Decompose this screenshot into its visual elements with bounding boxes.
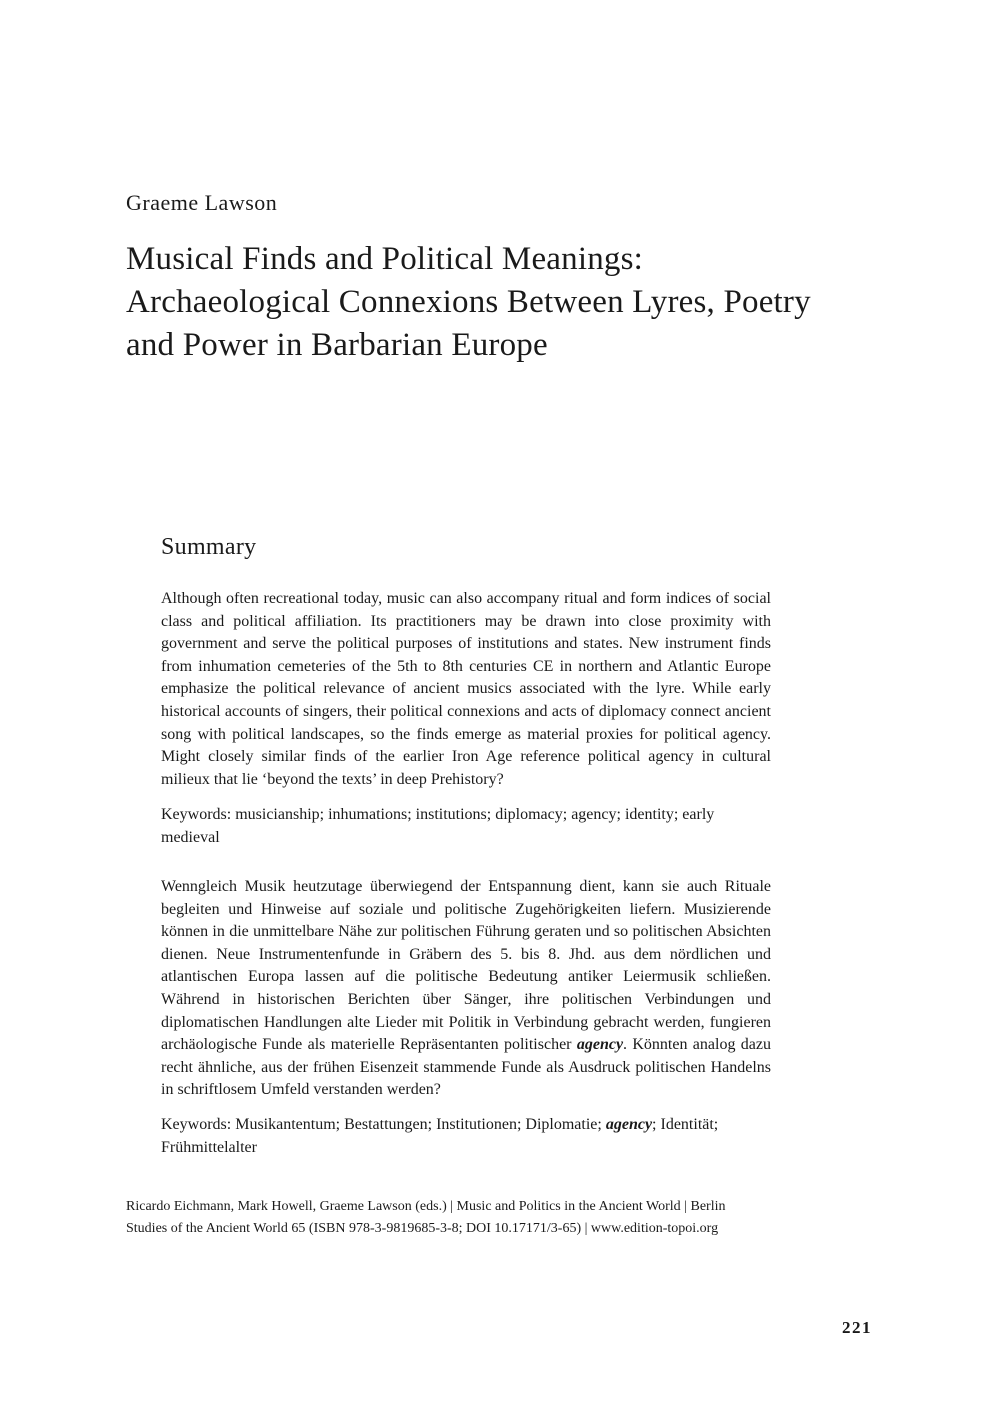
keywords-german-agency: agency — [605, 1116, 653, 1133]
author-name: Graeme Lawson — [126, 190, 278, 215]
keywords-german-text-2: ; Identität; Frühmittelalter — [161, 1116, 719, 1156]
abstract-english: Although often recreational today, music can also accompany ritual and form indices of social class and political affiliation. Its practitioners may be drawn into close proximity with government and serve the political purposes of institutions and states. New instrument finds from inhumation cemeteries of the 5th to 8th centuries CE in northern and Atlantic Europe emphasize the political relevance of ancient musics associated with the lyre. While early historical accounts of singers, their political connexions and acts of diplomacy connect ancient song with political landscapes, so the finds emerge as material proxies for political agency. Might closely similar finds of the earlier Iron Age reference political agency in cultural milieux that lie ‘beyond the texts’ in deep Prehistory? — [161, 590, 771, 788]
page-number: 221 — [842, 1318, 872, 1337]
summary-heading: Summary — [161, 534, 257, 560]
keywords-german — [161, 1114, 771, 1159]
abstract-german — [161, 876, 771, 1102]
abstract-german-text-1: Wenngleich Musik heutzutage überwiegend der Entspannung dient, kann sie auch Rituale begleiten und Hinweise auf soziale und politische Zugehörigkeiten liefern. Musizierende können in die unmittelbare Nähe zur politischen Führung geraten und so politischen Absichten dienen. Neue Instrumentenfunde in Gräbern des 5. bis 8. Jhd. aus dem nördlichen und atlantischen Europa lassen auf die politische Bedeutung antiker Leiermusik schließen. Während in historischen Berichten über Sänger, ihre politischen Verbindungen und diplomatischen Handlungen alte Lieder mit Politik in Verbindung gebracht werden, fungieren archäologische Funde als materielle Repräsentanten politischer — [161, 878, 771, 1054]
keywords-english: Keywords: musicianship; inhumations; institutions; diplomacy; agency; identity; early medieval — [161, 806, 715, 846]
keywords-german-text-1: Keywords: Musikantentum; Bestattungen; Institutionen; Diplomatie; — [161, 1116, 606, 1133]
paper-title: Musical Finds and Political Meanings: Archaeological Connexions Between Lyres, Poetry and Power in Barbarian Europe — [126, 241, 811, 363]
citation-footer: Ricardo Eichmann, Mark Howell, Graeme Lawson (eds.) | Music and Politics in the Ancient World | Berlin Studies of the Ancient World 65 (ISBN 978-3-9819685-3-8; DOI 10.17171/3-65) | www.edition-topoi.org — [126, 1199, 726, 1236]
abstract-german-agency: agency — [576, 1036, 624, 1054]
abstract-german-text-2: . Könnten analog dazu recht ähnliche, aus der frühen Eisenzeit stammende Funde als Ausdruck politischen Handelns in schriftlosem Umfeld verstanden werden? — [161, 1036, 771, 1099]
